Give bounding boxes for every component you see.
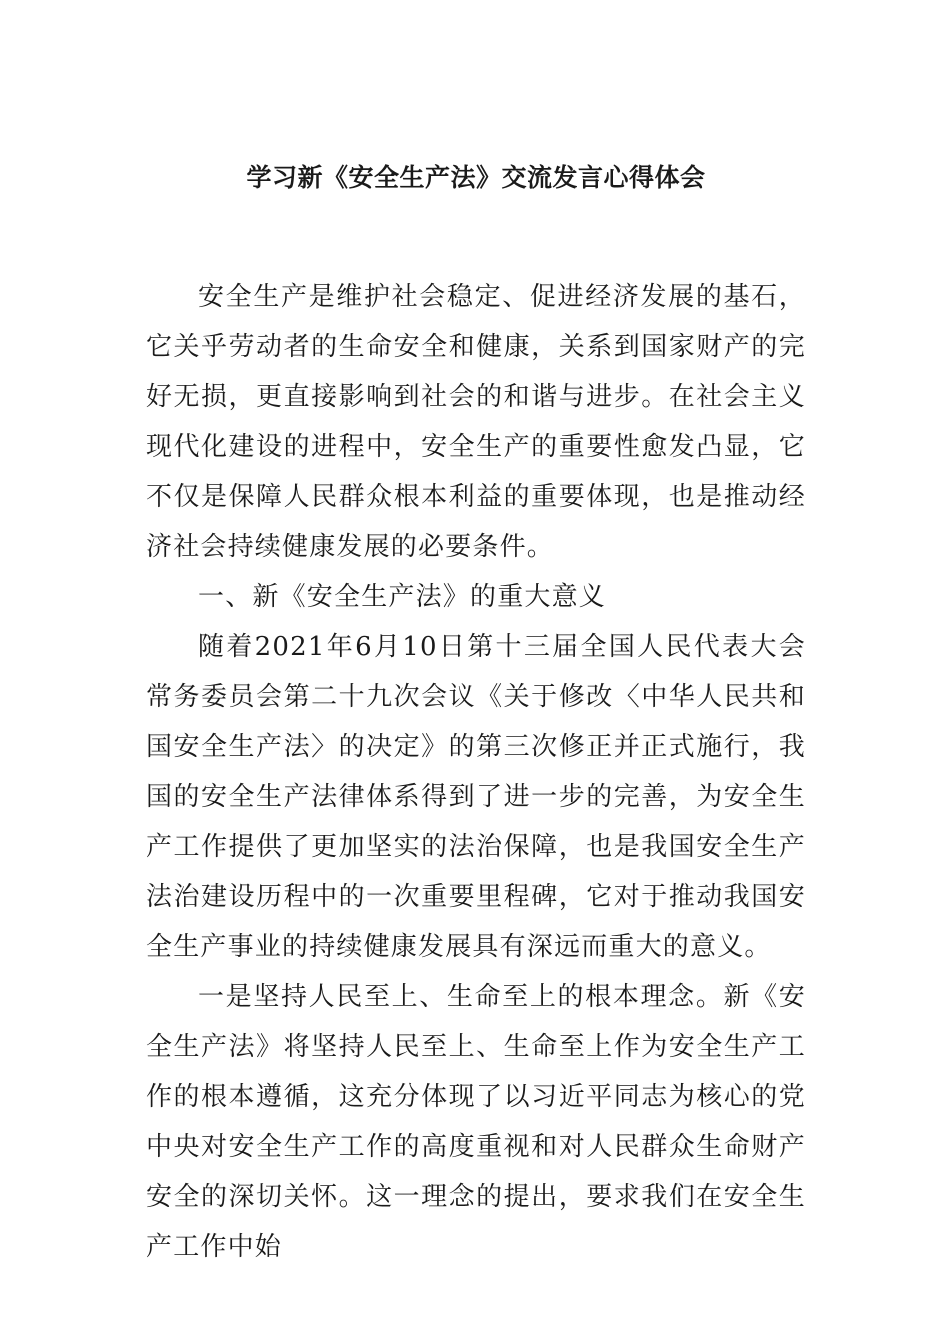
document-title: 学习新《安全生产法》交流发言心得体会 xyxy=(246,163,706,192)
paragraph-intro: 安全生产是维护社会稳定、促进经济发展的基石，它关乎劳动者的生命安全和健康，关系到国家财产的完好无损，更直接影响到社会的和谐与进步。在社会主义现代化建设的进程中，安全生产的重要性愈发凸显，它不仅是保障人民群众根本利益的重要体现，也是推动经济社会持续健康发展的必要条件。 xyxy=(146,282,806,562)
paragraph-point-1: 一是坚持人民至上、生命至上的根本理念。新《安全生产法》将坚持人民至上、生命至上作为安全生产工作的根本遵循，这充分体现了以习近平同志为核心的党中央对安全生产工作的高度重视和对人民群众生命财产安全的深切关怀。这一理念的提出，要求我们在安全生产工作中始 xyxy=(146,982,806,1262)
document-body xyxy=(146,272,806,1272)
paragraph-background: 随着2021年6月10日第十三届全国人民代表大会常务委员会第二十九次会议《关于修改〈中华人民共和国安全生产法〉的决定》的第三次修正并正式施行，我国的安全生产法律体系得到了进一步的完善，为安全生产工作提供了更加坚实的法治保障，也是我国安全生产法治建设历程中的一次重要里程碑，它对于推动我国安全生产事业的持续健康发展具有深远而重大的意义。 xyxy=(146,632,806,962)
section-heading-1: 一、新《安全生产法》的重大意义 xyxy=(198,582,607,612)
